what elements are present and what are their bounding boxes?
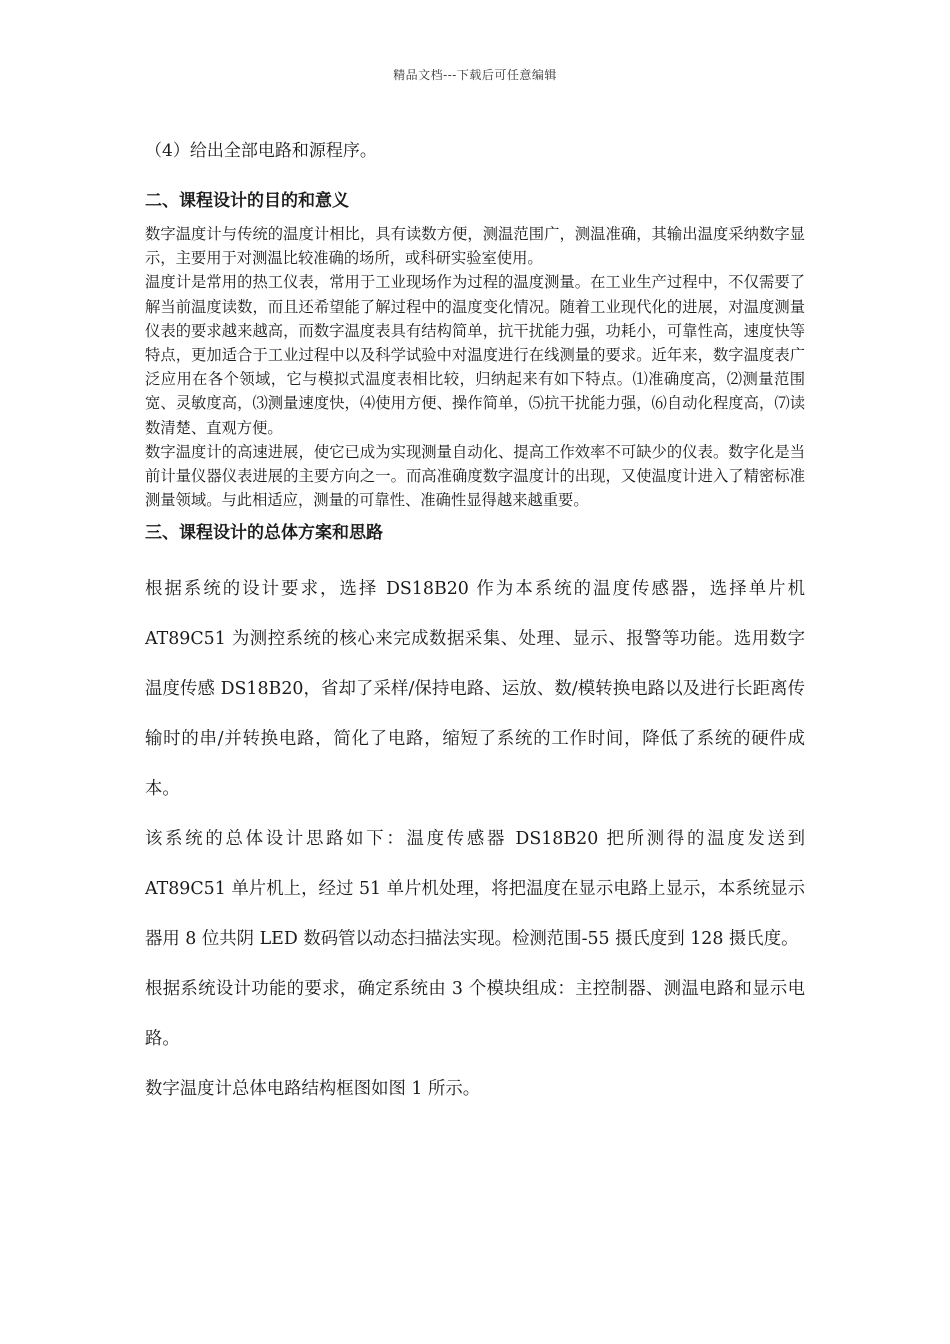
paragraph: 根据系统设计功能的要求，确定系统由 3 个模块组成：主控制器、测温电路和显示电路。 bbox=[145, 979, 805, 1050]
paragraph: 数字温度计总体电路结构框图如图 1 所示。 bbox=[145, 1079, 481, 1100]
section-heading-purpose: 二、课程设计的目的和意义 bbox=[145, 191, 349, 211]
paragraph: 温度计是常用的热工仪表，常用于工业现场作为过程的温度测量。在工业生产过程中，不仅需要了解当前温度读数，而且还希望能了解过程中的温度变化情况。随着工业现代化的进展，对温度测量仪表的要求越来越高，而数字温度表具有结构简单，抗干扰能力强，功耗小，可靠性高，速度快等特点，更加适合于工业过程中以及科学试验中对温度进行在线测量的要求。近年来，数字温度表广泛应用在各个领域，它与模拟式温度表相比较，归纳起来有如下特点。⑴准确度高，⑵测量范围宽、灵敏度高，⑶测量速度快，⑷使用方便、操作简单，⑸抗干扰能力强，⑹自动化程度高，⑺读数清楚、直观方便。 bbox=[145, 273, 805, 437]
section-overall-plan bbox=[145, 520, 805, 1114]
paragraph: 数字温度计与传统的温度计相比，具有读数方便，测温范围广，测温准确，其输出温度采纳数字显示，主要用于对测温比较准确的场所，或科研实验室使用。 bbox=[145, 225, 805, 268]
paragraph: 该系统的总体设计思路如下：温度传感器 DS18B20 把所测得的温度发送到 AT89C51 单片机上，经过 51 单片机处理，将把温度在显示电路上显示，本系统显示器用 8 位共阴 LED 数码管以动态扫描法实现。检测范围-55 摄氏度到 128 摄氏度。 bbox=[145, 829, 805, 950]
document-body bbox=[145, 138, 805, 1114]
section-heading-overall-plan: 三、课程设计的总体方案和思路 bbox=[145, 523, 383, 544]
paragraph: 根据系统的设计要求，选择 DS18B20 作为本系统的温度传感器，选择单片机 AT89C51 为测控系统的核心来完成数据采集、处理、显示、报警等功能。选用数字温度传感 DS18B20，省却了采样/保持电路、运放、数/模转换电路以及进行长距离传输时的串/并转换电路，简化了电路，缩短了系统的工作时间，降低了系统的硬件成本。 bbox=[145, 579, 805, 800]
page-header: 精品文档---下载后可任意编辑 bbox=[393, 68, 557, 82]
paragraph: 数字温度计的高速进展，使它已成为实现测量自动化、提高工作效率不可缺少的仪表。数字化是当前计量仪器仪表进展的主要方向之一。而高准确度数字温度计的出现，又使温度计进入了精密标准测量领域。与此相适应，测量的可靠性、准确性显得越来越重要。 bbox=[145, 442, 805, 510]
section-purpose bbox=[145, 188, 805, 512]
requirement-item-4: （4）给出全部电路和源程序。 bbox=[145, 141, 377, 161]
